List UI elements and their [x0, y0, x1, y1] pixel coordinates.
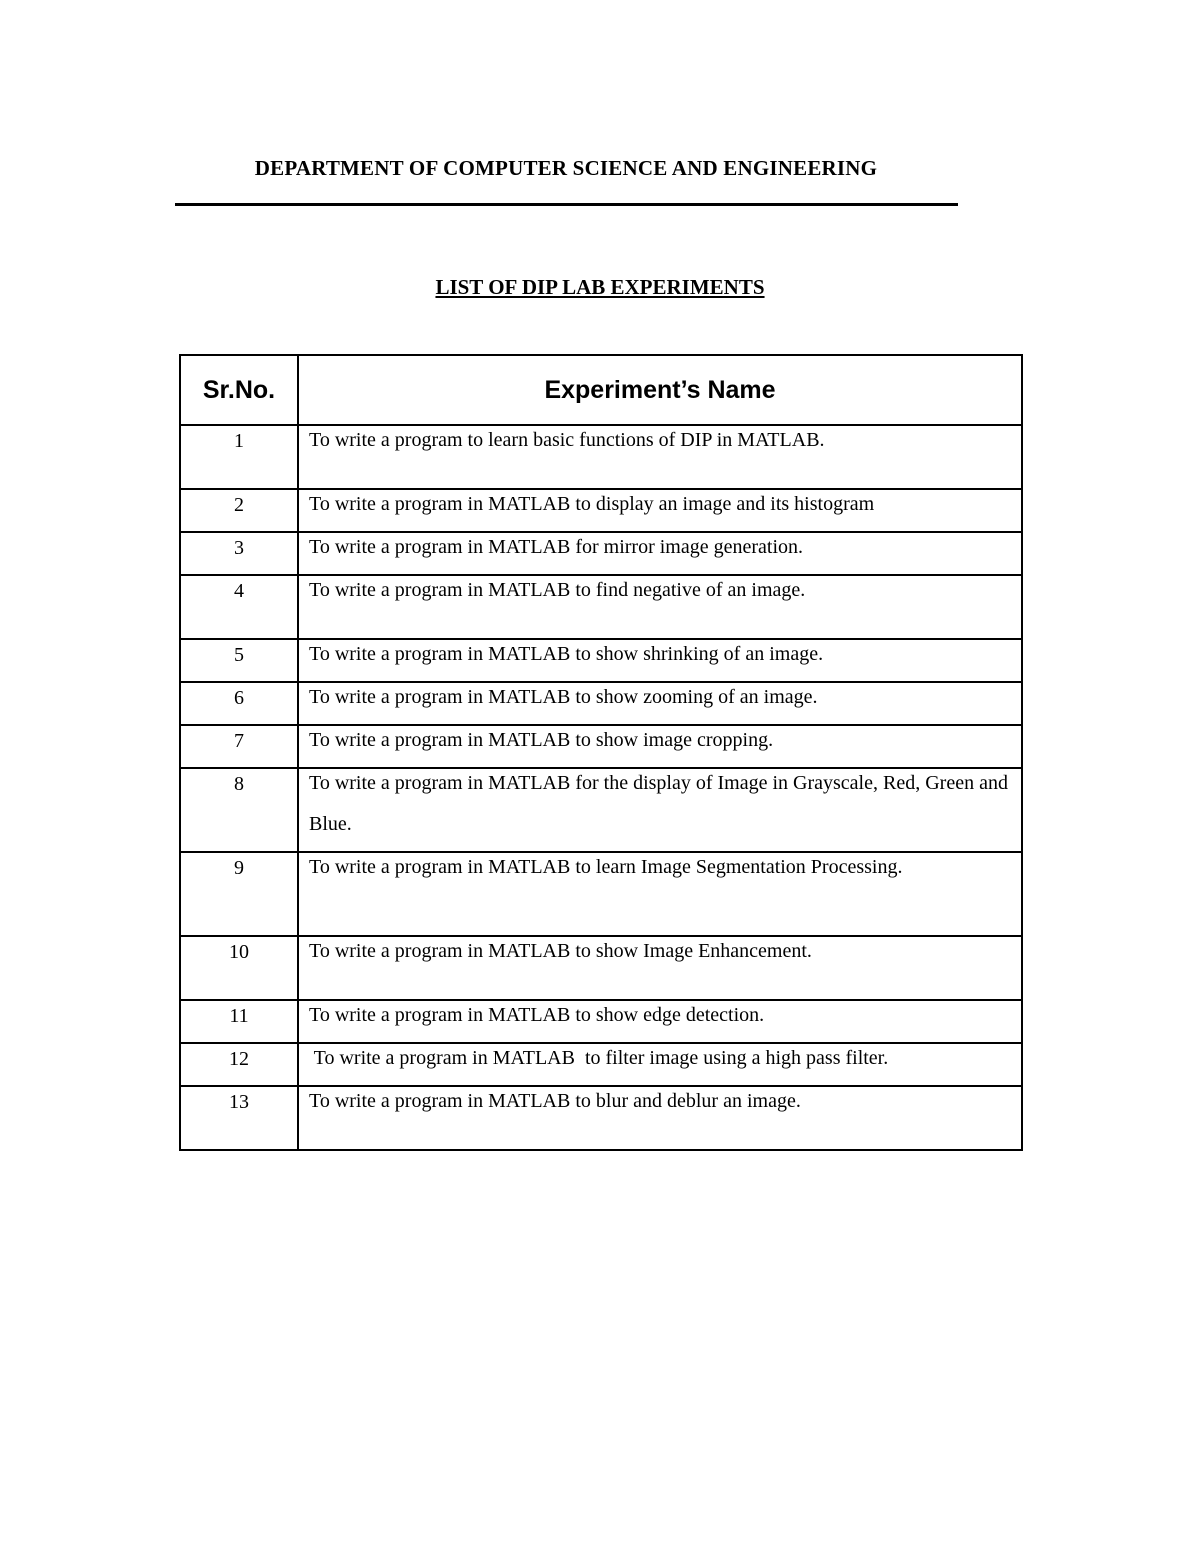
- experiment-name: To write a program in MATLAB to display an image and its histogram: [309, 493, 875, 515]
- row-number: 7: [180, 725, 298, 768]
- row-number: 9: [180, 852, 298, 936]
- department-heading: DEPARTMENT OF COMPUTER SCIENCE AND ENGINEERING: [254, 156, 878, 180]
- experiment-name: To write a program in MATLAB to show Image Enhancement.: [309, 940, 812, 962]
- table-row: [180, 575, 1022, 639]
- experiments-table: [179, 354, 1023, 1151]
- table-row: [180, 725, 1022, 768]
- row-number: 8: [180, 768, 298, 852]
- experiment-name: To write a program in MATLAB to find negative of an image.: [309, 579, 806, 601]
- table-row: [180, 682, 1022, 725]
- table-row: [180, 768, 1022, 852]
- table-row: [180, 425, 1022, 489]
- table-row: [180, 1000, 1022, 1043]
- experiment-name: To write a program in MATLAB for mirror image generation.: [309, 536, 804, 558]
- experiment-name: To write a program in MATLAB for the display of Image in Grayscale, Red, Green and Blue.: [309, 772, 1008, 835]
- row-number: 6: [180, 682, 298, 725]
- table-row: [180, 852, 1022, 936]
- table-row: [180, 936, 1022, 1000]
- row-number: 1: [180, 425, 298, 489]
- experiment-name: To write a program in MATLAB to blur and deblur an image.: [309, 1090, 801, 1112]
- row-number: 13: [180, 1086, 298, 1150]
- experiment-name: To write a program in MATLAB to show shrinking of an image.: [309, 643, 824, 665]
- row-number: 4: [180, 575, 298, 639]
- table-row: [180, 639, 1022, 682]
- experiment-name: To write a program in MATLAB to learn Image Segmentation Processing.: [309, 856, 903, 878]
- experiment-name: To write a program in MATLAB to show image cropping.: [309, 729, 774, 751]
- heading-divider: [175, 203, 958, 206]
- column-header-experiment-name: Experiment’s Name: [298, 355, 1022, 425]
- table-row: [180, 1043, 1022, 1086]
- row-number: 5: [180, 639, 298, 682]
- row-number: 2: [180, 489, 298, 532]
- table-row: [180, 489, 1022, 532]
- table-row: [180, 1086, 1022, 1150]
- row-number: 3: [180, 532, 298, 575]
- row-number: 12: [180, 1043, 298, 1086]
- row-number: 11: [180, 1000, 298, 1043]
- table-row: [180, 532, 1022, 575]
- experiment-name: To write a program to learn basic functions of DIP in MATLAB.: [309, 429, 825, 451]
- column-header-srno: Sr.No.: [180, 355, 298, 425]
- experiment-name: To write a program in MATLAB to show zooming of an image.: [309, 686, 818, 708]
- experiment-name: To write a program in MATLAB to show edge detection.: [309, 1004, 765, 1026]
- row-number: 10: [180, 936, 298, 1000]
- table-header-row: [180, 355, 1022, 425]
- experiment-name: To write a program in MATLAB to filter image using a high pass filter.: [309, 1047, 889, 1069]
- list-title: LIST OF DIP LAB EXPERIMENTS: [435, 275, 765, 299]
